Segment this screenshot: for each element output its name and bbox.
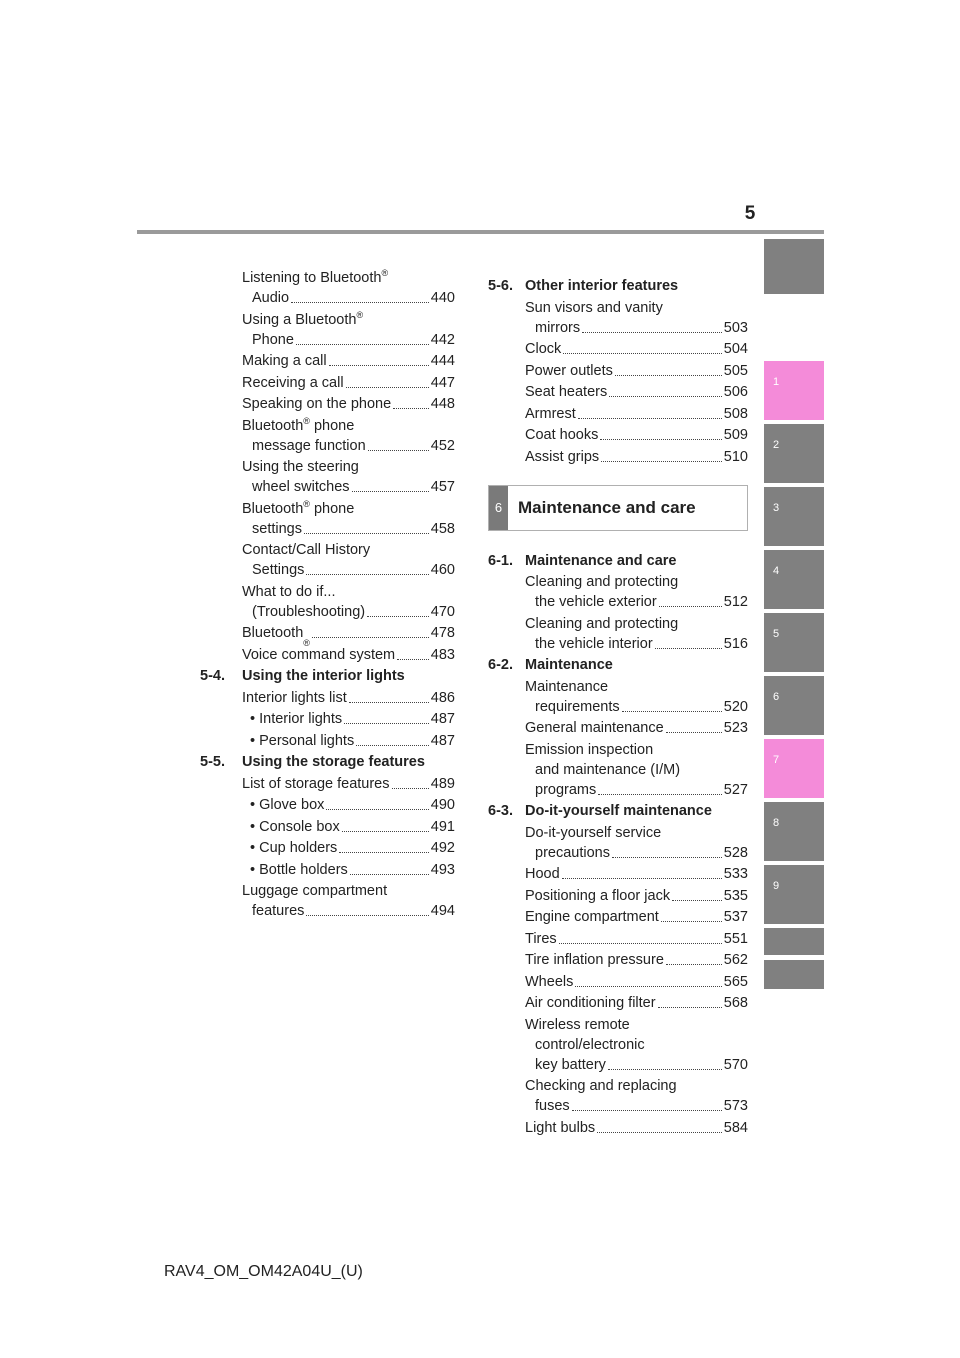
toc-entry[interactable] (488, 1015, 748, 1075)
toc-entry-title: Coat hooks (525, 427, 599, 443)
section-heading[interactable] (488, 551, 748, 571)
toc-entry-title-line1 (242, 310, 455, 330)
toc-entry-row (242, 817, 455, 837)
toc-entry-title-line1 (525, 572, 748, 592)
toc-entry-row: Bluetooth ® 478 (242, 625, 455, 648)
toc-page-number: 442 (430, 331, 455, 348)
toc-page-number: 458 (430, 520, 455, 537)
toc-entry-row (525, 1055, 748, 1075)
toc-page-number: 444 (430, 353, 455, 369)
section-title: Do-it-yourself maintenance (525, 803, 712, 819)
toc-entry-row (525, 886, 748, 906)
toc-entry-title-text: Emission inspection (525, 741, 654, 758)
toc-page-number: 490 (430, 797, 455, 813)
toc-entry-title: Tires (525, 930, 557, 947)
toc-entry-row (242, 560, 455, 580)
dot-leader (291, 302, 429, 303)
toc-entry-row (525, 404, 748, 424)
registered-mark: ® (303, 415, 310, 426)
toc-entry[interactable] (200, 731, 455, 751)
toc-entry[interactable] (200, 416, 455, 456)
chapter-tab-blank-10[interactable] (764, 928, 824, 955)
toc-page-number: 483 (430, 646, 455, 663)
toc-entry-title: Interior lights list (242, 689, 347, 706)
toc-page-number: 573 (723, 1098, 748, 1114)
toc-entry-title-line1 (242, 416, 455, 436)
toc-page-number: 527 (723, 781, 748, 798)
toc-entry-title: Wheels (525, 973, 574, 990)
dot-leader (575, 986, 721, 987)
dot-leader (578, 418, 722, 419)
toc-entry-title-line1 (525, 298, 748, 318)
toc-page-number: 493 (430, 861, 455, 878)
toc-right-column (488, 276, 748, 1139)
toc-entry-title-line2: mirrors (535, 319, 581, 336)
toc-entry[interactable] (200, 860, 455, 880)
toc-entry-title-text: Checking and replacing (525, 1078, 677, 1094)
toc-entry-row (525, 318, 748, 338)
dot-leader (304, 533, 429, 534)
chapter-tab-7[interactable]: 7 (764, 739, 824, 798)
toc-entry-row (525, 697, 748, 717)
toc-entry-row (525, 1118, 748, 1138)
toc-page-number: 516 (723, 635, 748, 652)
toc-page-number: 486 (430, 689, 455, 706)
toc-entry-title-text: Maintenance (525, 678, 609, 695)
toc-entry-row (242, 330, 455, 350)
chapter-tab-blank-0[interactable] (764, 239, 824, 294)
dot-leader (600, 439, 721, 440)
toc-entry-title-line1 (525, 823, 748, 843)
chapter-heading-box[interactable] (488, 485, 748, 531)
toc-entry-title: • Bottle holders (250, 861, 348, 878)
dot-leader (608, 1069, 722, 1070)
toc-entry-title: Power outlets (525, 362, 613, 379)
chapter-title: Maintenance and care (518, 497, 696, 517)
toc-entry-row (242, 901, 455, 921)
toc-entry[interactable] (488, 677, 748, 717)
dot-leader (666, 732, 722, 733)
toc-page-number: 470 (430, 603, 455, 620)
toc-entry-title-line1 (525, 1076, 748, 1096)
page-number: 5 (744, 203, 756, 224)
section-heading[interactable] (200, 752, 455, 772)
dot-leader (356, 745, 429, 746)
toc-entry[interactable] (200, 540, 455, 580)
toc-entry-title: Air conditioning filter (525, 995, 656, 1011)
toc-entry[interactable] (488, 1076, 748, 1116)
toc-entry-title-line1 (242, 540, 455, 560)
toc-entry-row (242, 688, 455, 708)
toc-entry-row (242, 838, 455, 858)
toc-entry-title: Voice command system (242, 646, 396, 663)
toc-entry-title-line-mid: control/electronic (535, 1036, 645, 1053)
toc-page-number: 487 (430, 711, 455, 727)
toc-page-number: 535 (723, 887, 748, 904)
toc-entry[interactable] (200, 582, 455, 622)
toc-page-number: 508 (723, 405, 748, 422)
toc-entry-title-line2: Phone (252, 331, 294, 348)
toc-entry-title: General maintenance (525, 720, 664, 736)
toc-entry[interactable] (488, 929, 748, 949)
toc-entry-title-line-mid: and maintenance (I/M) (535, 761, 681, 778)
dot-leader (350, 874, 429, 875)
toc-entry-row (242, 436, 455, 456)
toc-entry[interactable] (488, 1118, 748, 1138)
chapter-tab-2[interactable]: 2 (764, 424, 824, 483)
toc-entry-row (242, 860, 455, 880)
toc-entry[interactable] (488, 339, 748, 359)
dot-leader (597, 1132, 722, 1133)
toc-entry-title-text: What to do if... (242, 583, 336, 600)
toc-entry-title-text: Luggage compartment (242, 883, 388, 899)
toc-page-number: 568 (723, 995, 748, 1011)
toc-entry-title-line1 (525, 1015, 748, 1035)
dot-leader (615, 375, 722, 376)
toc-entry-title-text: Sun visors and vanity (525, 299, 663, 316)
dot-leader (661, 921, 722, 922)
toc-entry[interactable] (200, 709, 455, 729)
section-heading[interactable] (488, 655, 748, 675)
dot-leader (601, 461, 722, 462)
dot-leader (666, 964, 722, 965)
toc-entry-title-line2: the vehicle interior (535, 635, 653, 652)
dot-leader (306, 574, 428, 575)
toc-entry[interactable] (200, 838, 455, 858)
dot-leader (296, 344, 429, 345)
toc-entry[interactable] (200, 645, 455, 665)
toc-page-number: 448 (430, 396, 455, 412)
chapter-tab-1[interactable]: 1 (764, 361, 824, 420)
toc-entry-row (242, 288, 455, 308)
dot-leader (352, 491, 429, 492)
toc-entry-row (242, 519, 455, 539)
toc-entry-row (525, 929, 748, 949)
toc-entry-row (525, 843, 748, 863)
toc-entry-row (525, 1096, 748, 1116)
toc-entry[interactable] (488, 382, 748, 402)
toc-entry-title-line1 (242, 881, 455, 901)
toc-entry[interactable] (488, 823, 748, 863)
toc-entry-row (525, 950, 748, 970)
toc-entry-row (525, 447, 748, 467)
dot-leader (392, 788, 429, 789)
toc-entry-title: • Console box (250, 818, 340, 835)
toc-page-number: 528 (723, 844, 748, 861)
toc-entry[interactable] (488, 886, 748, 906)
toc-entry-row (242, 709, 455, 729)
toc-entry-title-line1 (525, 614, 748, 634)
toc-entry-title-line1 (525, 740, 748, 760)
toc-entry-row (525, 425, 748, 445)
toc-page-number: 570 (723, 1056, 748, 1073)
toc-entry-row (525, 634, 748, 654)
toc-entry[interactable] (200, 351, 455, 371)
section-number: 6-1. (488, 552, 513, 569)
toc-entry-title: • Personal lights (250, 732, 355, 749)
dot-leader (658, 1007, 722, 1008)
dot-leader (562, 878, 722, 879)
toc-entry-title: • Interior lights (250, 711, 343, 727)
toc-entry-title-text: Cleaning and protecting (525, 615, 679, 632)
toc-entry-title-line2: key battery (535, 1056, 606, 1073)
toc-entry-title-line2: Settings (252, 562, 305, 578)
toc-entry-title-text: Wireless remote (525, 1016, 630, 1033)
toc-entry-title-text: Contact/Call History (242, 542, 371, 558)
toc-page-number: 487 (430, 732, 455, 749)
toc-entry-row (242, 477, 455, 497)
toc-entry-title-line2: message function (252, 437, 366, 454)
toc-entry-title-line1 (525, 677, 748, 697)
toc-entry-title: List of storage features (242, 775, 390, 792)
toc-left-column (200, 268, 455, 923)
toc-entry-row (525, 780, 748, 800)
toc-page-number: 492 (430, 840, 455, 856)
toc-entry-row (525, 993, 748, 1013)
dot-leader (349, 702, 429, 703)
section-heading[interactable] (488, 801, 748, 821)
toc-page-number: 491 (430, 818, 455, 835)
toc-page-number: 457 (430, 479, 455, 495)
section-number: 6-2. (488, 657, 513, 673)
toc-entry-title: • Glove box (250, 797, 325, 813)
dot-leader (659, 606, 722, 607)
toc-entry-title-line2: features (252, 903, 305, 919)
toc-entry-title-line1 (242, 499, 455, 519)
chapter-tab-9[interactable]: 9 (764, 865, 824, 924)
section-title: Maintenance (525, 657, 613, 673)
toc-entry[interactable] (488, 993, 748, 1013)
registered-mark: ® (356, 309, 364, 320)
toc-entry-title-line2: settings (252, 520, 302, 537)
section-number: 5-6. (488, 278, 513, 294)
toc-entry-row (525, 592, 748, 612)
toc-entry-title-line2: requirements (535, 698, 620, 715)
toc-entry-title-line2: programs (535, 781, 597, 798)
toc-entry-title-line2: wheel switches (252, 479, 350, 495)
toc-entry-title-text: Using a Bluetooth (242, 311, 357, 328)
toc-entry-row (242, 602, 455, 622)
toc-entry-title: Bluetooth (242, 625, 304, 641)
toc-entry-title-text-cont: phone (309, 417, 355, 434)
dot-leader (367, 616, 429, 617)
section-number: 5-4. (200, 668, 225, 684)
toc-entry-title-line1 (242, 582, 455, 602)
toc-page-number: 510 (723, 448, 748, 465)
toc-entry-row (525, 907, 748, 927)
toc-page-number: 503 (723, 319, 748, 336)
registered-mark: ® (303, 498, 310, 509)
toc-entry[interactable] (488, 614, 748, 654)
toc-entry-title-text-cont: phone (309, 500, 355, 517)
toc-entry[interactable] (200, 499, 455, 539)
toc-entry-row (525, 972, 748, 992)
dot-leader (326, 809, 428, 810)
toc-page-number: 562 (723, 952, 748, 968)
toc-entry-row (242, 774, 455, 794)
toc-entry[interactable] (200, 268, 455, 308)
toc-entry-title: Clock (525, 341, 562, 357)
chapter-tab-8[interactable]: 8 (764, 802, 824, 861)
dot-leader (342, 831, 429, 832)
toc-entry[interactable] (200, 817, 455, 837)
toc-entry-title-line2: (Troubleshooting) (252, 603, 366, 620)
section-number: 5-5. (200, 754, 225, 770)
toc-page-number: 520 (723, 698, 748, 715)
dot-leader (339, 852, 429, 853)
dot-leader (306, 915, 428, 916)
toc-page-number: 584 (723, 1119, 748, 1136)
dot-leader (346, 387, 429, 388)
toc-page-number: 505 (723, 362, 748, 379)
toc-entry[interactable] (200, 881, 455, 921)
dot-leader (312, 637, 429, 638)
toc-entry[interactable] (488, 404, 748, 424)
toc-entry-title-text: Do-it-yourself service (525, 824, 662, 841)
toc-entry-title: Assist grips (525, 448, 600, 465)
section-title: Using the storage features (242, 754, 425, 770)
dot-leader (563, 353, 722, 354)
toc-page-number: 494 (430, 903, 455, 919)
toc-entry-row (525, 718, 748, 738)
chapter-tab-5[interactable]: 5 (764, 613, 824, 672)
toc-entry[interactable] (200, 774, 455, 794)
dot-leader (672, 900, 722, 901)
dot-leader (559, 943, 722, 944)
toc-entry[interactable] (200, 373, 455, 393)
toc-entry-title: • Cup holders (250, 840, 338, 856)
registered-mark: ® (381, 268, 389, 279)
toc-entry[interactable] (200, 623, 455, 648)
toc-entry-title-text: Bluetooth (242, 417, 304, 434)
toc-entry-row (525, 382, 748, 402)
toc-entry[interactable] (488, 572, 748, 612)
toc-entry-title: Seat heaters (525, 384, 608, 400)
dot-leader (329, 365, 429, 366)
header-rule (137, 230, 824, 234)
toc-entry-row (242, 351, 455, 371)
toc-entry-title: Tire inflation pressure (525, 952, 664, 968)
toc-entry[interactable] (200, 310, 455, 350)
toc-entry[interactable] (488, 718, 748, 738)
toc-entry[interactable] (488, 950, 748, 970)
toc-page-number: 533 (723, 866, 748, 882)
toc-entry-title: Receiving a call (242, 374, 344, 391)
toc-page-number: 512 (723, 594, 748, 610)
footer-doc-code: RAV4_OM_OM42A04U_(U) (164, 1263, 363, 1280)
toc-entry-title: Light bulbs (525, 1119, 596, 1136)
toc-entry-title-line1 (242, 457, 455, 477)
toc-entry-title-line2: Audio (252, 290, 290, 306)
toc-entry[interactable] (200, 795, 455, 815)
toc-entry[interactable] (488, 447, 748, 467)
toc-page-number: 551 (723, 930, 748, 947)
toc-entry-title-text: Listening to Bluetooth (242, 270, 382, 286)
toc-entry-row (242, 795, 455, 815)
dot-leader (393, 408, 429, 409)
toc-entry-row (242, 373, 455, 393)
dot-leader (612, 857, 722, 858)
toc-entry[interactable] (200, 394, 455, 414)
toc-page-number: 478 (430, 625, 455, 641)
dot-leader (582, 332, 722, 333)
toc-entry[interactable] (200, 688, 455, 708)
toc-entry-title: Speaking on the phone (242, 396, 392, 412)
toc-entry-title-line2: the vehicle exterior (535, 594, 657, 610)
toc-entry-title-line2: precautions (535, 844, 610, 861)
dot-leader (609, 396, 722, 397)
toc-page-number: 489 (430, 775, 455, 792)
section-title: Using the interior lights (242, 668, 405, 684)
section-number: 6-3. (488, 803, 513, 819)
section-title: Other interior features (525, 278, 679, 294)
section-heading[interactable] (200, 666, 455, 686)
chapter-tab-blank-11[interactable] (764, 960, 824, 989)
toc-page-number: 506 (723, 384, 748, 400)
toc-entry-row (525, 864, 748, 884)
toc-page-number: 440 (430, 290, 455, 306)
toc-entry-title: Positioning a floor jack (525, 887, 671, 904)
chapter-tab-6[interactable]: 6 (764, 676, 824, 735)
toc-entry-title-line1 (242, 268, 455, 288)
toc-page-number: 537 (723, 909, 748, 925)
dot-leader (622, 711, 722, 712)
dot-leader (397, 659, 429, 660)
toc-entry[interactable] (488, 298, 748, 338)
toc-entry[interactable] (200, 457, 455, 497)
toc-entry-row (242, 645, 455, 665)
dot-leader (598, 794, 722, 795)
chapter-tab-3[interactable]: 3 (764, 487, 824, 546)
section-title: Maintenance and care (525, 552, 677, 569)
section-heading[interactable] (488, 276, 748, 296)
toc-entry-title-line2: fuses (535, 1098, 570, 1114)
toc-entry-title: Making a call (242, 353, 327, 369)
toc-page-number: 460 (430, 562, 455, 578)
chapter-tab-4[interactable]: 4 (764, 550, 824, 609)
toc-entry[interactable] (488, 740, 748, 800)
toc-entry-title: Hood (525, 866, 560, 882)
toc-entry[interactable] (488, 361, 748, 381)
toc-entry[interactable] (488, 425, 748, 445)
toc-page-number: 523 (723, 720, 748, 736)
dot-leader (655, 648, 722, 649)
dot-leader (368, 450, 429, 451)
toc-page-number: 447 (430, 374, 455, 391)
toc-page-number: 509 (723, 427, 748, 443)
dot-leader (344, 723, 429, 724)
toc-entry[interactable] (488, 864, 748, 884)
toc-entry[interactable] (488, 972, 748, 992)
toc-page-number: 452 (430, 437, 455, 454)
dot-leader (572, 1110, 722, 1111)
toc-entry-title-text: Bluetooth (242, 500, 304, 517)
toc-entry-title: Armrest (525, 405, 576, 422)
chapter-number: 6 (489, 486, 508, 530)
toc-entry-row (525, 361, 748, 381)
toc-page-number: 565 (723, 973, 748, 990)
toc-entry-row (525, 339, 748, 359)
toc-entry-row (242, 394, 455, 414)
toc-entry[interactable] (488, 907, 748, 927)
toc-entry-title-text: Using the steering (242, 459, 359, 475)
toc-entry-title: Engine compartment (525, 909, 659, 925)
toc-entry-title-text: Cleaning and protecting (525, 574, 679, 590)
toc-entry-row (242, 731, 455, 751)
toc-page-number: 504 (723, 341, 748, 357)
